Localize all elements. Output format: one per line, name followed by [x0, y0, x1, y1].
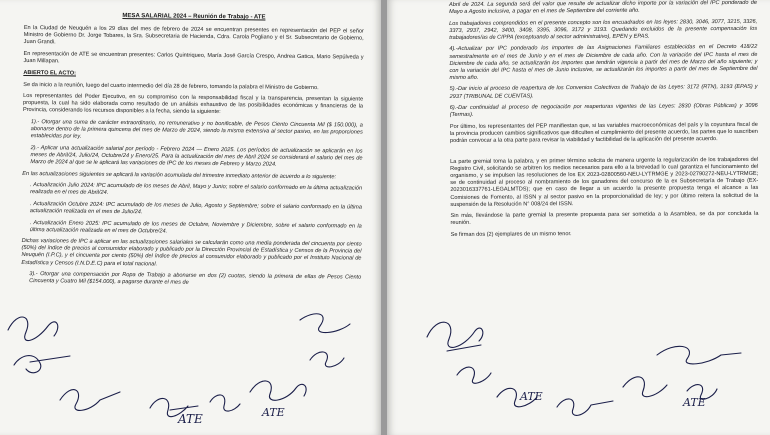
- signature-14: [657, 346, 741, 364]
- signature-8: [310, 352, 344, 367]
- signature-10: [457, 367, 491, 383]
- item-1: 1).- Otorgar una suma de carácter extraordinario, no remunerativo y no bonificable, de Pesos Ciento Cincuenta Mil ($ 150.000), a abonarse dentro de la primera quincena del mes de Marzo de 2024, siendo la misma extensiva al sector pasivo, en las proporciones establecidas por ley.: [30, 119, 363, 140]
- signature-1: [8, 317, 58, 341]
- paragraph-pep-closing: Por último, los representantes del PEP manifiestan que, si las variables macroeconómicas del país y la coyuntura fiscal de la provincia producen cambios significativos que dificulten el cumplimiento del presente acuerdo, las partes que lo suscriben podrán convocar a la otra parte para revisar la viabilidad y factibilidad de la aplicación del presente acuerdo.: [449, 121, 758, 144]
- paragraph-updates: En las actualizaciones siguientes se aplicará la variación acumulada del trimestre inmediato anterior de acuerdo a lo siguiente:: [22, 170, 337, 180]
- paragraph-proposal: Los representantes del Poder Ejecutivo, en su compromiso con la responsabilidad fiscal y la transparencia, presentan la siguiente propuesta, la cual ha sido elaborada como resultado de un análisis exhaustivo de las posibilidades económicas y financieras de la Provincia, considerando los recursos disponibles a la fecha, siendo la siguiente:: [22, 93, 364, 116]
- paragraph-opening: Se da inicio a la reunión, luego del cuarto intermedio del día 28 de febrero, tomando la palabra el Ministro de Gobierno.: [23, 81, 319, 91]
- update-july: . Actualización Julio 2024: IPC acumulado de los meses de Abril, Mayo y Junio; sobre el salario conformado en la última actualización realizada en el mes de Abril/24.: [30, 182, 363, 197]
- signature-9: [427, 322, 483, 351]
- right-signatures: [387, 295, 770, 435]
- stamp-ate-left-2: ATE: [262, 406, 285, 419]
- signature-7: [300, 314, 350, 333]
- paragraph-ipc: Dichas variaciones de IPC a aplicar en las actualizaciones salariales se calcularán como una media ponderada del cincuenta por ciento (50%) del índice de precios al consumidor elaborado y publicado por la Dirección Provincial de Estadística y Censos de la Provincia del Neuquén (I.P.C), y el cincuenta por ciento (50%) del índice de precios al consumidor elaborado y publicado por el Instituto Nacional de Estadística y Censos (I.N.D.E.C) para el total nacional.: [21, 238, 362, 267]
- paragraph-union: La parte gremial toma la palabra, y en primer término solicita de manera urgente la regularización de los trabajadores del Registro Civil, solicitando se arbitren los medios necesarios para ello a la brevedad lo cual garantiza el funcionamiento del organismo, y se impulsen las resoluciones de los EX 2023-02800560-NEU-LYTRMGE y 2023-02790272-NEU-LYTRMGE; se de continuidad al proceso al nombramiento de los ganadores del concurso de la ex Subsecretaría de Trabajo (EX-2023016337761-LEGALMTDS); que en caso de llegar a un acuerdo la presente propuesta tenga el alcance a las Comisiones de Fomento, al ISSN y al sector pasivo en la proporcionalidad de ley; y por último reitera la solicitud de la suspensión de la Resolución N° 008/24 del ISSN.: [450, 156, 759, 208]
- left-signatures: [0, 290, 381, 435]
- signature-6: [250, 381, 306, 400]
- paragraph-attendees-ate: En representación de ATE se encuentran presentes: Carlos Quintriqueo, María José García Crespo, Andrea Gatica, Mario Sepúlveda y Juan Millapan.: [23, 50, 364, 65]
- section-heading: ABIERTO EL ACTO:: [23, 69, 77, 77]
- update-october: . Actualización Octubre 2024: IPC acumulado de los meses de Julio, Agosto y Septiembre; sobre el salario conformado en la última actualización realizada en el mes de Julio/24.: [29, 200, 363, 216]
- paragraph-workers: Los trabajadores comprendidos en el presente concepto son los encuadrados en las leyes: 2830, 3046, 3077, 3215, 3326, 3373, 2937, 2942, 3400, 3408, 3395, 3096, 3172 y 3193. Quedando excluidos de la presente compensación los trabajadores/as de CIPPA (exceptuando al sector administrativo), EPEN y EPAS.: [449, 18, 758, 41]
- paragraph-attendees-pep: En la Ciudad de Neuquén a los 29 días del mes de febrero de 2024 se encuentran presentes en representación del PEP el señor Ministro de Gobierno Dr. Jorge Tobares, la Sra. Subsecretaria de Hacienda, Cdra. Carola Pogliano y el Sr. Subsecretario de Gobierno, Juan Grandi.: [23, 25, 364, 46]
- signature-12: [557, 399, 613, 415]
- paragraph-continuation: Abril de 2024. La segunda será del valor que resulte de actualizar dicho importe por la variación del IPC ponderado de Mayo a Agosto inclusive, a pagar en el mes de Septiembre del corriente año.: [449, 0, 758, 16]
- signature-13: [623, 377, 667, 397]
- left-page-text: [21, 12, 364, 293]
- item-6: 6).-Dar continuidad al proceso de negociación por reaperturas vigentes de las Leyes: 2830 (Obras Públicas) y 3096 (Termas).: [449, 102, 758, 119]
- paragraph-copies: Se firman dos (2) ejemplares de un mismo tenor.: [450, 231, 572, 238]
- stamp-ate-right: ATE: [520, 390, 543, 403]
- signature-3: [60, 390, 120, 411]
- right-page: [387, 0, 770, 435]
- item-5: 5).-Dar inicio al proceso de reapertura de los Convenios Colectivos de Trabajo de las Leyes: 3172 (RTN), 3193 (EPAS) y 2937 (TRIBUNAL DE CUENTAS).: [449, 84, 758, 100]
- update-january: . Actualización Enero 2025: IPC acumulado de los meses de Octubre, Noviembre y Diciembre, sobre el salario conformado en la última actualización realizada en el mes de Octubre/24.: [29, 219, 362, 235]
- item-3: 3).- Otorgar una compensación por Ropa de Trabajo a abonarse en dos (2) cuotas, siendo la primera de ellas de Pesos Ciento Cincuenta y Cuatro Mil ($154.000), a pagarse durante el mes de: [29, 271, 362, 286]
- stamp-ate-right-2: ATE: [683, 396, 706, 409]
- signature-11: [497, 388, 537, 407]
- signature-2: [14, 356, 70, 373]
- signature-5: [210, 395, 240, 411]
- left-page: [0, 0, 381, 435]
- document-title: MESA SALARIAL 2024 – Reunión de Trabajo - ATE: [122, 13, 266, 21]
- item-2: 2).- Aplicar una actualización salarial por período - Febrero 2024 — Enero 2025. Los períodos de actualización se aplicarán en los meses de Abril/24, Julio/24, Octubre/24 y Enero/25. Para la actualización del mes de Abril 2024 se considerará el salario del mes de Marzo de 2024 al que se le aplicará las variaciones de IPC de los meses de Febrero y Marzo 2024.: [30, 144, 363, 168]
- signature-4: [150, 398, 198, 416]
- signature-15: [687, 385, 717, 400]
- stamp-ate-left: ATE: [178, 412, 203, 426]
- item-4: 4).-Actualizar por IPC ponderado los importes de las Asignaciones Familiares establecidas en el Decreto 418/22 semestralmente en el mes de Junio y en el mes de Diciembre de cada año. Con la variación del IPC hasta el mes de Diciembre de cada año, se actualizarán los importes que tendrán vigencia a partir del mes de Marzo del año siguiente; y con la variación del IPC hasta el mes de Junio inclusive, se actualizarán los importes a partir del mes de Septiembre del mismo año.: [449, 44, 758, 81]
- right-page-text: [449, 0, 759, 244]
- paragraph-conclusion: Sin más, llevándose la parte gremial la presente propuesta para ser sometida a la Asamblea, se da por concluida la reunión.: [450, 211, 759, 227]
